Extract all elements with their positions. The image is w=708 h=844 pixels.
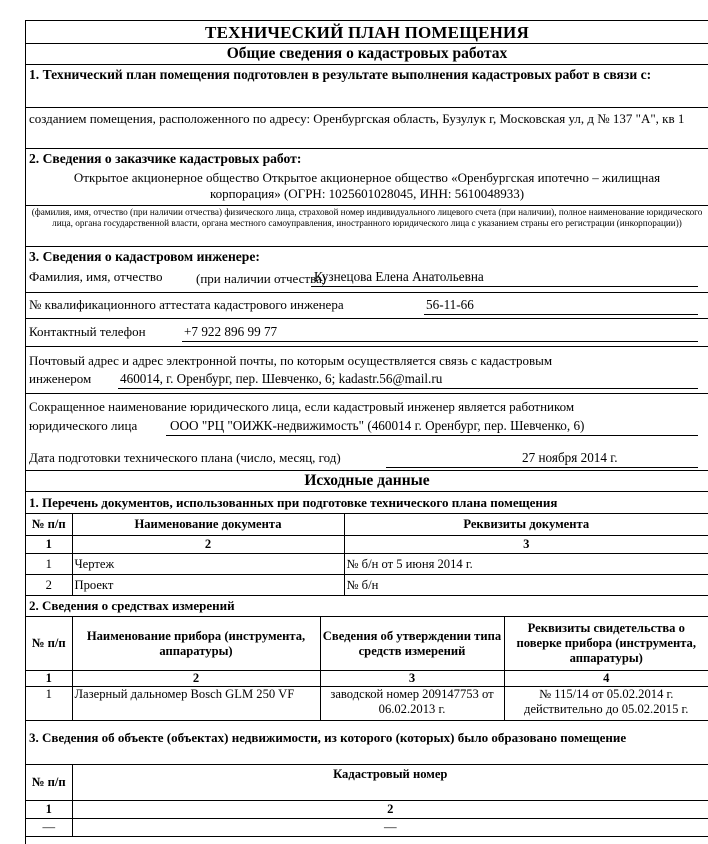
date-underline (386, 467, 698, 468)
table-row (26, 575, 708, 596)
section-2-heading: 2. Сведения о заказчике кадастровых работ: (26, 148, 708, 168)
documents-header-row (26, 514, 708, 536)
table-row (26, 819, 708, 837)
initial-data-heading: Исходные данные (26, 470, 708, 490)
instruments-numbering-row (26, 671, 708, 687)
organization-underline (166, 435, 698, 436)
source-objects-header-row (26, 765, 708, 801)
phone-row (26, 318, 708, 346)
preparation-date: 27 ноября 2014 г. (522, 450, 618, 465)
instrument-number: 1 (26, 687, 72, 721)
source-objects-num-2: 2 (72, 801, 708, 819)
source-object-cadastral-number: — (72, 819, 708, 837)
source-object-number: — (26, 819, 72, 837)
instrument-type-approval: заводской номер 209147753 от 06.02.2013 г. (320, 687, 504, 721)
instruments-num-3: 3 (320, 671, 504, 687)
certificate-label: № квалификационного аттестата кадастрового инженера (29, 297, 344, 312)
instruments-header-row (26, 617, 708, 671)
document-name: Проект (72, 575, 344, 596)
documents-num-3: 3 (344, 536, 708, 554)
instruments-col-certificate: Реквизиты свидетельства о поверке прибора (инструмента, аппаратуры) (504, 617, 708, 671)
source-objects-num-1: 1 (26, 801, 72, 819)
instrument-name: Лазерный дальномер Bosch GLM 250 VF (72, 687, 320, 721)
document-name: Чертеж (72, 554, 344, 575)
documents-numbering-row (26, 536, 708, 554)
address-row (26, 346, 708, 393)
documents-num-2: 2 (72, 536, 344, 554)
documents-num-1: 1 (26, 536, 72, 554)
source-objects-col-number: № п/п (26, 765, 72, 801)
fio-underline (311, 286, 698, 287)
table-row (26, 687, 708, 721)
address-label-line2: инженером (29, 371, 92, 386)
instruments-num-2: 2 (72, 671, 320, 687)
documents-heading: 1. Перечень документов, использованных при подготовке технического плана помещения (26, 491, 708, 513)
general-section-heading: Общие сведения о кадастровых работах (26, 43, 708, 63)
instruments-heading: 2. Сведения о средствах измерений (29, 598, 235, 613)
fio-label: Фамилия, имя, отчество (29, 269, 163, 284)
instruments-col-type: Сведения об утверждении типа средств измерений (320, 617, 504, 671)
document-frame (25, 20, 708, 844)
instruments-col-name: Наименование прибора (инструмента, аппаратуры) (72, 617, 320, 671)
certificate-underline (424, 314, 698, 315)
documents-col-number: № п/п (26, 514, 72, 536)
phone-value: +7 922 896 99 77 (184, 324, 278, 339)
source-objects-numbering-row (26, 801, 708, 819)
table-row (26, 554, 708, 575)
documents-table (26, 513, 708, 596)
instruments-table (26, 616, 708, 721)
document-title: ТЕХНИЧЕСКИЙ ПЛАН ПОМЕЩЕНИЯ (26, 20, 708, 42)
instruments-num-1: 1 (26, 671, 72, 687)
section-1-heading: 1. Технический план помещения подготовлен в результате выполнения кадастровых работ в связи с: (26, 64, 708, 106)
address-value: 460014, г. Оренбург, пер. Шевченко, 6; kadastr.56@mail.ru (120, 371, 443, 386)
section-3-heading: 3. Сведения о кадастровом инженере: (26, 246, 708, 266)
engineer-fio-row (26, 266, 708, 292)
document-number: 1 (26, 554, 72, 575)
phone-label: Контактный телефон (29, 324, 146, 339)
document-requisites: № б/н (344, 575, 708, 596)
organization-value: ООО "РЦ "ОИЖК-недвижимость" (460014 г. Оренбург, пер. Шевченко, 6) (170, 418, 585, 433)
phone-underline (182, 341, 698, 342)
documents-col-requisites: Реквизиты документа (344, 514, 708, 536)
instrument-verification: № 115/14 от 05.02.2014 г. действительно до 05.02.2015 г. (504, 687, 708, 721)
address-underline (118, 388, 698, 389)
instruments-col-number: № п/п (26, 617, 72, 671)
source-objects-col-cadastral: Кадастровый номер (72, 765, 708, 801)
document-number: 2 (26, 575, 72, 596)
certificate-number: 56-11-66 (426, 297, 474, 312)
source-objects-table (26, 764, 708, 837)
instruments-num-4: 4 (504, 671, 708, 687)
documents-col-name: Наименование документа (72, 514, 344, 536)
document-requisites: № б/н от 5 июня 2014 г. (344, 554, 708, 575)
customer-name: Открытое акционерное общество Открытое акционерное общество «Оренбургская ипотечно – жилищная корпорация» (ОГРН: 1025601028045, ИНН: 5610048933) (26, 168, 708, 206)
source-objects-heading: 3. Сведения об объекте (объектах) недвижимости, из которого (которых) было образовано помещение (29, 730, 627, 745)
section-1-text: созданием помещения, расположенного по адресу: Оренбургская область, Бузулук г, Московская ул, д № 137 "А", кв 1 (26, 107, 708, 147)
organization-label-line2: юридического лица (29, 418, 138, 433)
customer-note: (фамилия, имя, отчество (при наличии отчества) физического лица, страховой номер индивидуального лицевого счета (при наличии), полное наименование юридического лица, органа государственной власти, органа местного самоуправления, иностранного юридического лица с указанием страны его регистрации (инкорпорации)) (31, 207, 703, 228)
certificate-row (26, 292, 708, 318)
organization-row (26, 393, 708, 473)
engineer-fio: Кузнецова Елена Анатольевна (314, 269, 484, 284)
organization-label-line1: Сокращенное наименование юридического лица, если кадастровый инженер является работником (29, 399, 575, 414)
fio-note: (при наличии отчества) (196, 271, 327, 286)
address-label-line1: Почтовый адрес и адрес электронной почты, по которым осуществляется связь с кадастровым (29, 353, 553, 368)
date-label: Дата подготовки технического плана (число, месяц, год) (29, 450, 341, 465)
